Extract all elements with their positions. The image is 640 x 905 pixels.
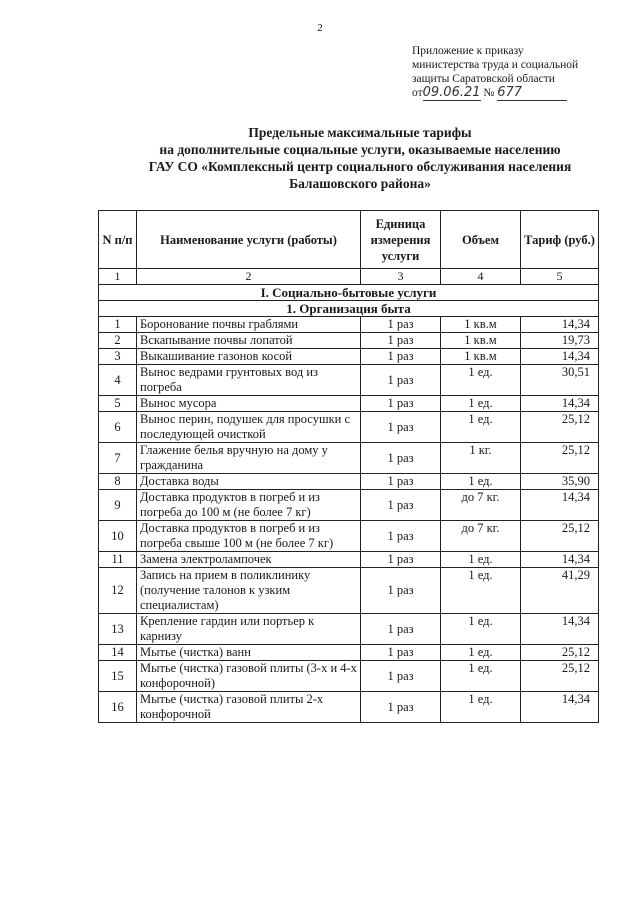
service-name: Вскапывание почвы лопатой	[137, 333, 361, 349]
annex-block	[412, 44, 627, 101]
service-unit: 1 раз	[361, 443, 441, 474]
table-header-row	[99, 211, 599, 269]
service-tariff: 14,34	[521, 349, 599, 365]
annex-date-line	[412, 86, 627, 101]
service-tariff: 14,34	[521, 692, 599, 723]
service-volume: до 7 кг.	[441, 521, 521, 552]
row-number: 9	[99, 490, 137, 521]
header-tariff-label: Тариф (руб.)	[524, 232, 595, 247]
service-unit: 1 раз	[361, 365, 441, 396]
service-name: Доставка воды	[137, 474, 361, 490]
service-volume: 1 ед.	[441, 645, 521, 661]
header-name: Наименование услуги (работы)	[137, 211, 361, 269]
row-number: 10	[99, 521, 137, 552]
row-number: 1	[99, 317, 137, 333]
tariffs-table	[98, 210, 599, 723]
title-line-2: на дополнительные социальные услуги, оказываемые населению	[159, 142, 561, 157]
service-volume: до 7 кг.	[441, 490, 521, 521]
service-name: Запись на прием в поликлинику (получение талонов к узким специалистам)	[137, 568, 361, 614]
service-unit: 1 раз	[361, 349, 441, 365]
service-unit: 1 раз	[361, 692, 441, 723]
table-row	[99, 521, 599, 552]
service-tariff: 19,73	[521, 333, 599, 349]
annex-line-1: Приложение к приказу	[412, 45, 524, 57]
row-number: 2	[99, 333, 137, 349]
service-volume: 1 ед.	[441, 614, 521, 645]
row-number: 8	[99, 474, 137, 490]
service-volume: 1 ед.	[441, 661, 521, 692]
service-name: Крепление гардин или портьер к карнизу	[137, 614, 361, 645]
column-index: 5	[521, 269, 599, 285]
header-tariff	[521, 211, 599, 269]
table-row	[99, 490, 599, 521]
service-tariff: 14,34	[521, 490, 599, 521]
service-unit: 1 раз	[361, 645, 441, 661]
table-row	[99, 349, 599, 365]
table-row	[99, 474, 599, 490]
service-volume: 1 кв.м	[441, 317, 521, 333]
service-tariff: 14,34	[521, 552, 599, 568]
annex-date-value: 09.06.21	[422, 85, 481, 100]
title-line-3: ГАУ СО «Комплексный центр социального обслуживания населения	[148, 159, 572, 174]
service-volume: 1 ед.	[441, 552, 521, 568]
annex-number-prefix: №	[483, 87, 495, 99]
service-unit: 1 раз	[361, 474, 441, 490]
column-index-row	[99, 269, 599, 285]
annex-date-prefix: от	[412, 87, 423, 99]
service-name: Глажение белья вручную на дому у гражданина	[137, 443, 361, 474]
title-line-1: Предельные максимальные тарифы	[248, 125, 472, 140]
subsection-title: 1. Организация быта	[99, 301, 599, 317]
row-number: 11	[99, 552, 137, 568]
row-number: 6	[99, 412, 137, 443]
section-row	[99, 285, 599, 301]
row-number: 5	[99, 396, 137, 412]
row-number: 14	[99, 645, 137, 661]
service-name: Замена электролампочек	[137, 552, 361, 568]
service-tariff: 25,12	[521, 645, 599, 661]
row-number: 12	[99, 568, 137, 614]
table-row	[99, 692, 599, 723]
service-name: Доставка продуктов в погреб и из погреба свыше 100 м (не более 7 кг)	[137, 521, 361, 552]
table-row	[99, 317, 599, 333]
service-name: Выкашивание газонов косой	[137, 349, 361, 365]
service-name: Мытье (чистка) газовой плиты (3-х и 4-х конфорочной)	[137, 661, 361, 692]
row-number: 4	[99, 365, 137, 396]
header-volume: Объем	[441, 211, 521, 269]
header-unit: Единица измерения услуги	[361, 211, 441, 269]
service-volume: 1 ед.	[441, 365, 521, 396]
service-name: Вынос мусора	[137, 396, 361, 412]
service-unit: 1 раз	[361, 396, 441, 412]
service-tariff: 35,90	[521, 474, 599, 490]
header-num: N п/п	[99, 211, 137, 269]
service-name: Доставка продуктов в погреб и из погреба до 100 м (не более 7 кг)	[137, 490, 361, 521]
row-number: 16	[99, 692, 137, 723]
table-row	[99, 333, 599, 349]
service-unit: 1 раз	[361, 661, 441, 692]
annex-number-value: 677	[497, 85, 523, 100]
service-unit: 1 раз	[361, 614, 441, 645]
service-tariff: 14,34	[521, 614, 599, 645]
table-row	[99, 661, 599, 692]
annex-line-2: министерства труда и социальной	[412, 59, 579, 71]
service-unit: 1 раз	[361, 552, 441, 568]
service-tariff: 25,12	[521, 412, 599, 443]
table-row	[99, 614, 599, 645]
service-volume: 1 кв.м	[441, 333, 521, 349]
column-index: 2	[137, 269, 361, 285]
table-row	[99, 443, 599, 474]
service-name: Боронование почвы граблями	[137, 317, 361, 333]
service-name: Вынос перин, подушек для просушки с последующей очисткой	[137, 412, 361, 443]
service-volume: 1 ед.	[441, 412, 521, 443]
service-volume: 1 ед.	[441, 568, 521, 614]
service-unit: 1 раз	[361, 568, 441, 614]
title-line-4: Балашовского района»	[289, 176, 431, 191]
service-tariff: 14,34	[521, 317, 599, 333]
row-number: 7	[99, 443, 137, 474]
service-tariff: 25,12	[521, 661, 599, 692]
page-number: 2	[317, 22, 323, 34]
service-tariff: 30,51	[521, 365, 599, 396]
annex-line-3: защиты Саратовской области	[412, 73, 555, 85]
service-volume: 1 кг.	[441, 443, 521, 474]
service-name: Мытье (чистка) газовой плиты 2-х конфорочной	[137, 692, 361, 723]
table-row	[99, 552, 599, 568]
table-row	[99, 412, 599, 443]
table-row	[99, 396, 599, 412]
service-name: Вынос ведрами грунтовых вод из погреба	[137, 365, 361, 396]
subsection-row	[99, 301, 599, 317]
service-tariff: 25,12	[521, 521, 599, 552]
document-title	[90, 124, 630, 192]
service-unit: 1 раз	[361, 521, 441, 552]
column-index: 1	[99, 269, 137, 285]
service-volume: 1 кв.м	[441, 349, 521, 365]
column-index: 4	[441, 269, 521, 285]
row-number: 15	[99, 661, 137, 692]
service-tariff: 14,34	[521, 396, 599, 412]
row-number: 13	[99, 614, 137, 645]
service-volume: 1 ед.	[441, 396, 521, 412]
row-number: 3	[99, 349, 137, 365]
service-volume: 1 ед.	[441, 692, 521, 723]
service-volume: 1 ед.	[441, 474, 521, 490]
column-index: 3	[361, 269, 441, 285]
service-tariff: 25,12	[521, 443, 599, 474]
service-unit: 1 раз	[361, 490, 441, 521]
service-unit: 1 раз	[361, 317, 441, 333]
section-title: I. Социально-бытовые услуги	[99, 285, 599, 301]
service-unit: 1 раз	[361, 412, 441, 443]
table-row	[99, 568, 599, 614]
service-unit: 1 раз	[361, 333, 441, 349]
table-row	[99, 365, 599, 396]
service-name: Мытье (чистка) ванн	[137, 645, 361, 661]
table-row	[99, 645, 599, 661]
service-tariff: 41,29	[521, 568, 599, 614]
